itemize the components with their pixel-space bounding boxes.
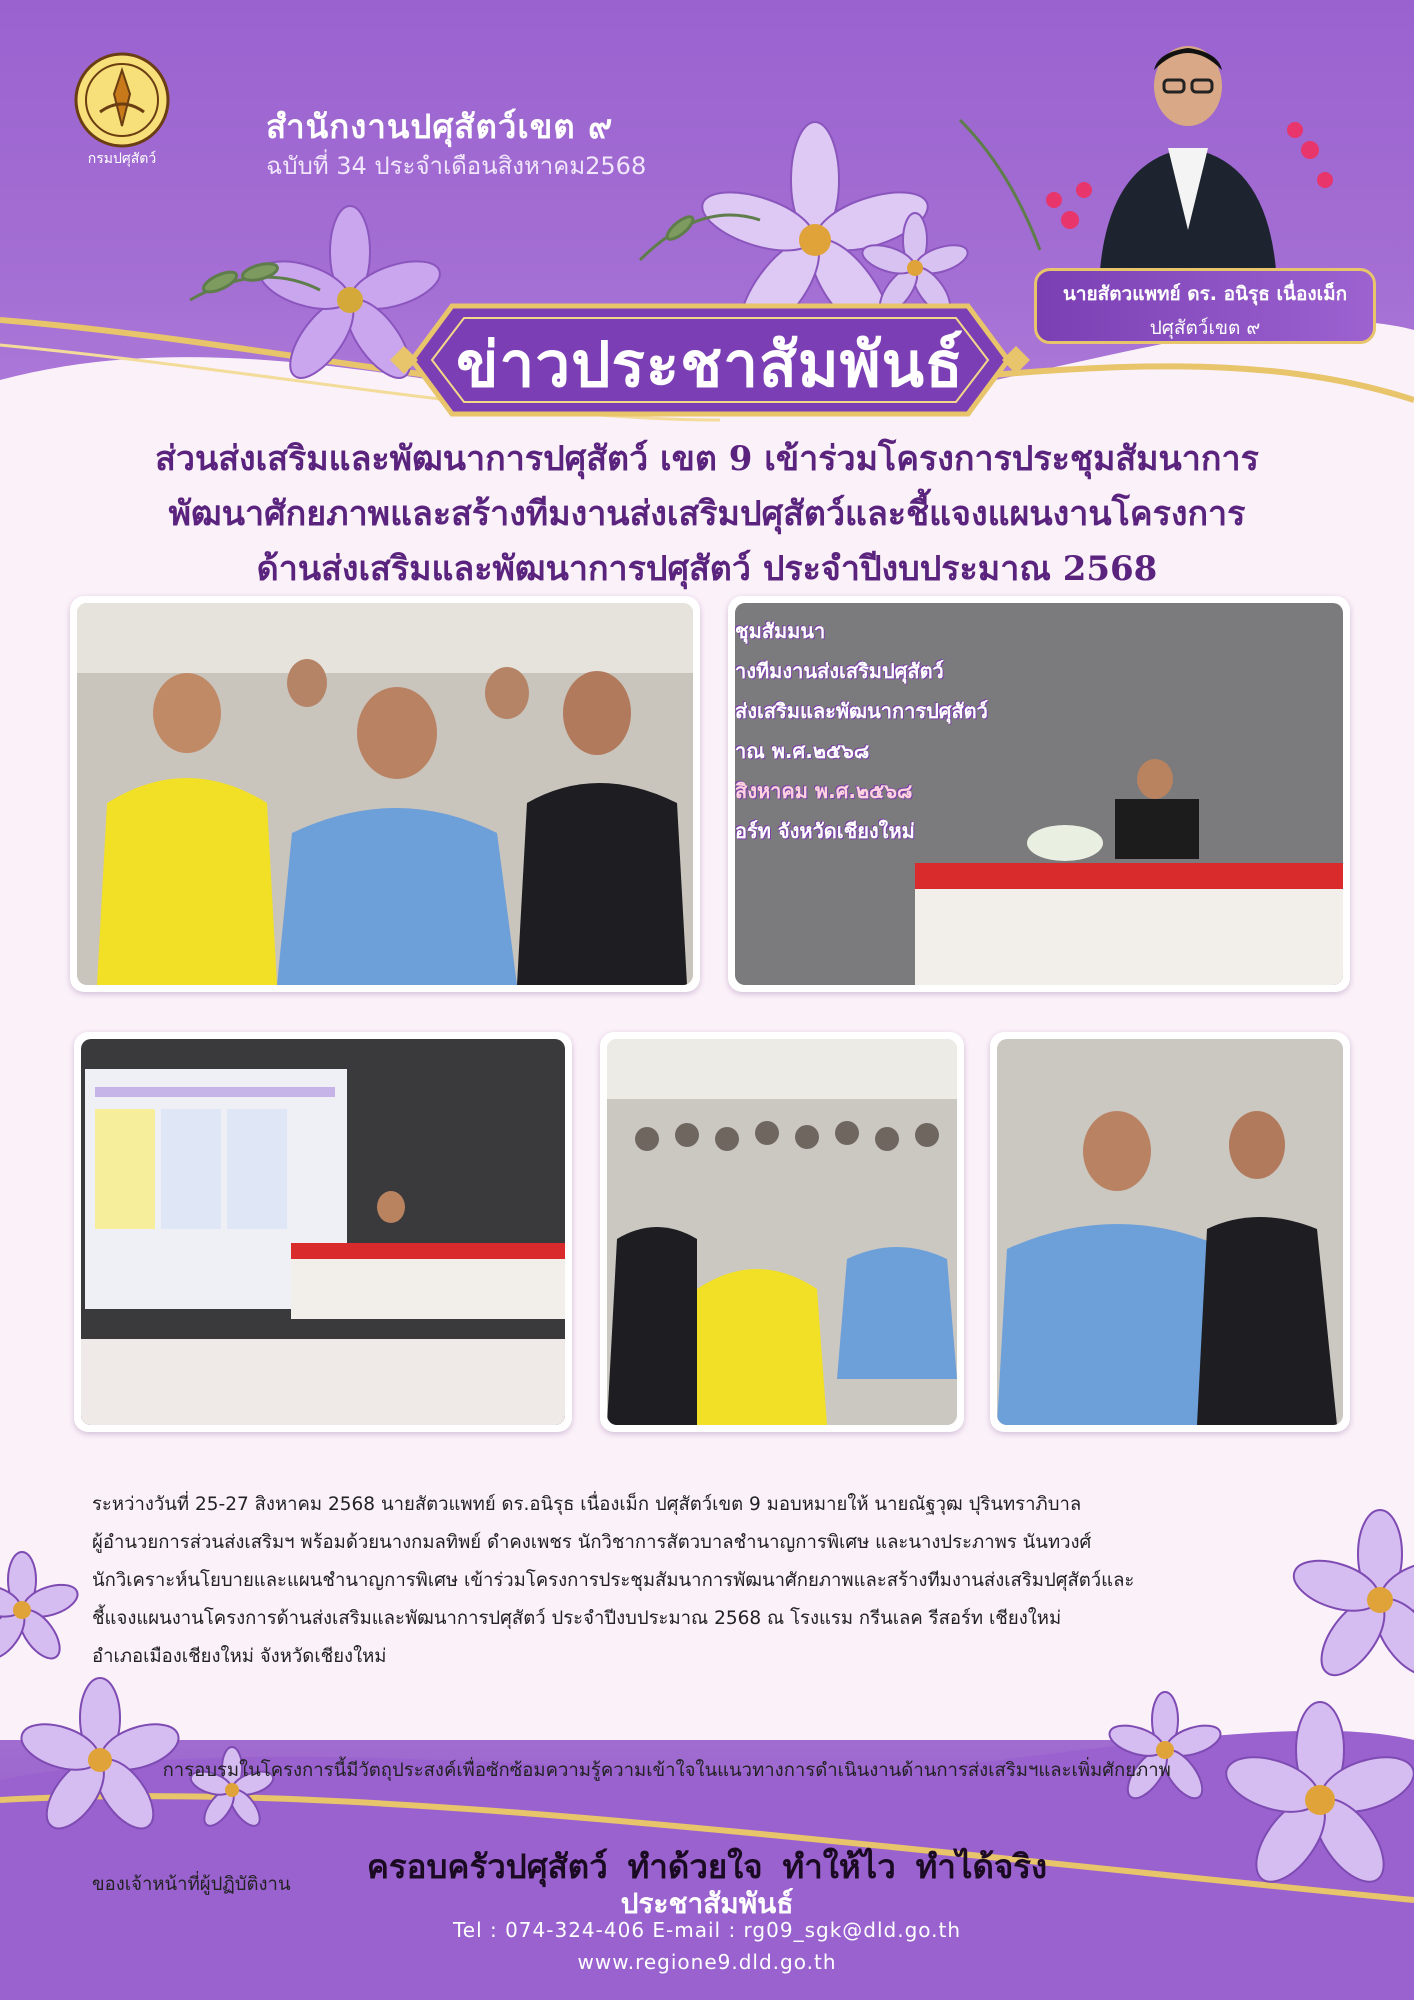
headline-line-2: พัฒนาศักยภาพและสร้างทีมงานส่งเสริมปศุสัตว์และชี้แจงแผนงานโครงการ <box>168 494 1246 534</box>
article-paragraph-1 <box>92 1486 1332 1676</box>
official-title: ปศุสัตว์เขต ๙ <box>1149 317 1261 339</box>
side-flower-left <box>0 1552 81 1665</box>
organization-name: สำนักงานปศุสัตว์เขต ๙ <box>266 107 614 146</box>
photo-audience-close <box>990 1032 1350 1432</box>
photo-stage-speaker <box>728 596 1350 992</box>
stage-sign-line-5: สิงหาคม พ.ศ.๒๕๖๘ <box>735 779 913 803</box>
official-name-box <box>1034 268 1376 344</box>
article-line: นักวิเคราะห์นโยบายและแผนชำนาญการพิเศษ เข้าร่วมโครงการประชุมสัมนาการพัฒนาศักยภาพและสร้างทีมงานส่งเสริมปศุสัตว์และ <box>92 1570 1135 1591</box>
article-line: ระหว่างวันที่ 25-27 สิงหาคม 2568 นายสัตวแพทย์ ดร.อนิรุธ เนื่องเม็ก ปศุสัตว์เขต 9 มอบหมายให้ นายณัฐวุฒ ปุรินทราภิบาล <box>92 1494 1082 1515</box>
department-logo <box>72 52 172 170</box>
article-line: ผู้อำนวยการส่วนส่งเสริมฯ พร้อมด้วยนางกมลทิพย์ ดำคงเพชร นักวิชาการสัตวบาลชำนาญการพิเศษ และนางประภาพร นันทวงศ์ <box>92 1532 1092 1553</box>
stage-sign-line-2: างทีมงานส่งเสริมปศุสัตว์ <box>735 659 944 683</box>
stage-sign-line-4: าณ พ.ศ.๒๕๖๘ <box>735 739 870 763</box>
stage-sign-line-6: อร์ท จังหวัดเชียงใหม่ <box>735 819 915 843</box>
footer-website-link[interactable]: www.regione9.dld.go.th <box>577 1950 837 1974</box>
photo-presentation-screen <box>74 1032 572 1432</box>
headline-line-1: ส่วนส่งเสริมและพัฒนาการปศุสัตว์ เขต 9 เข้าร่วมโครงการประชุมสัมนาการ <box>155 439 1259 479</box>
headline-line-3: ด้านส่งเสริมและพัฒนาการปศุสัตว์ ประจำปีงบประมาณ 2568 <box>256 549 1158 589</box>
article-line: ชี้แจงแผนงานโครงการด้านส่งเสริมและพัฒนาการปศุสัตว์ ประจำปีงบประมาณ 2568 ณ โรงแรม กรีนเลค รีสอร์ท เชียงใหม่ <box>92 1608 1062 1629</box>
photo-audience-wide <box>600 1032 964 1432</box>
article-line: อำเภอเมืองเชียงใหม่ จังหวัดเชียงใหม่ <box>92 1646 387 1667</box>
banner-title: ข่าวประชาสัมพันธ์ <box>456 328 964 401</box>
stage-sign-text <box>735 611 1065 851</box>
article-line: ของเจ้าหน้าที่ผู้ปฏิบัติงาน <box>92 1874 291 1895</box>
footer-slogan: ครอบครัวปศุสัตว์ ทำด้วยใจ ทำให้ไว ทำได้จริง <box>366 1847 1048 1886</box>
official-name: นายสัตวแพทย์ ดร. อนิรุธ เนื่องเม็ก <box>1062 283 1348 305</box>
footer-contact: Tel : 074-324-406 E-mail : rg09_sgk@dld.go.th <box>452 1918 962 1942</box>
article-line: การอบรมในโครงการนี้มีวัตถุประสงค์เพื่อซักซ้อมความรู้ความเข้าใจในแนวทางการดำเนินงานด้านการส่งเสริมฯและเพิ่มศักยภาพ <box>92 1760 1171 1781</box>
photo-audience-front <box>70 596 700 992</box>
stage-sign-line-1: ชุมสัมมนา <box>735 619 826 643</box>
news-headline <box>30 432 1384 597</box>
issue-info: ฉบับที่ 34 ประจำเดือนสิงหาคม2568 <box>266 152 647 180</box>
footer-pr-label: ประชาสัมพันธ์ <box>620 1887 794 1920</box>
stage-sign-line-3: ส่งเสริมและพัฒนาการปศุสัตว์ <box>735 699 988 723</box>
logo-caption: กรมปศุสัตว์ <box>87 151 157 167</box>
